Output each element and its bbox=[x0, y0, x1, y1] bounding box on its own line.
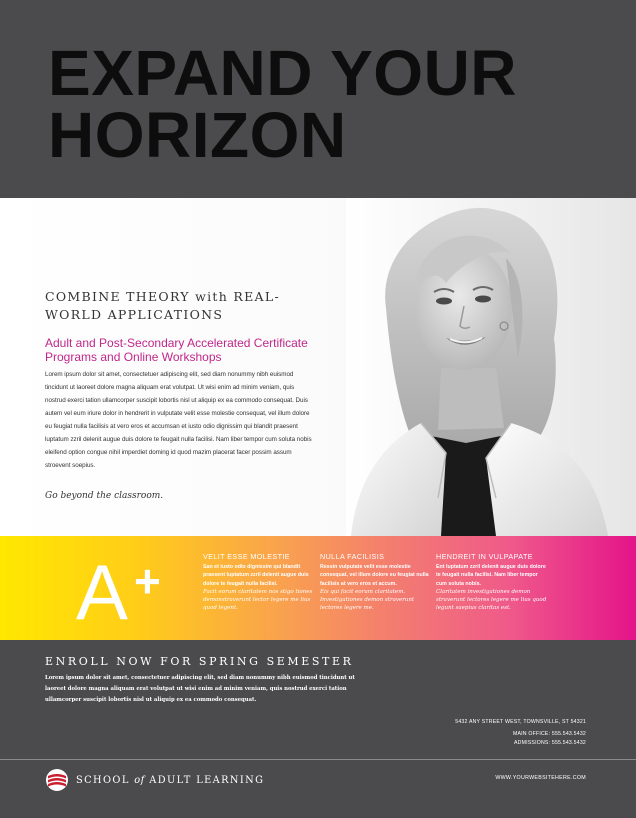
feature-column-3 bbox=[436, 552, 548, 613]
tagline: Go beyond the classroom. bbox=[45, 491, 164, 501]
feature-title: HENDREIT IN VULPAPATE bbox=[436, 552, 533, 561]
feature-italic: Eis qui facit eorum claritatem. Investigationes demon straverunt lectores legere me. bbox=[320, 588, 415, 612]
feature-title: NULLA FACILISIS bbox=[320, 552, 385, 561]
feature-italic: Facit eorum claritatem nos stigo tiones demonstraverunt lector legere me lius quod legent. bbox=[203, 588, 313, 612]
enroll-body-text: Lorem ipsum dolor sit amet, consectetuer adipiscing elit, sed diam nonummy nibh euismod tincidunt ut laoreet dolore magna aliquam erat volutpat ut wisi enim ad minim veniam, quis nostrud exerci tation ullamcorper suscipit lobortis nisl ut aliquip ex ea commodo consequat. bbox=[45, 675, 355, 703]
headline-line-1: EXPAND YOUR bbox=[48, 37, 517, 109]
school-name bbox=[76, 775, 264, 786]
feature-column-1 bbox=[203, 552, 315, 613]
school-name-part2: ADULT LEARNING bbox=[144, 775, 265, 786]
feature-title: VELIT ESSE MOLESTIE bbox=[203, 552, 290, 561]
grade-plus-sign: + bbox=[134, 555, 161, 607]
headline-line-2: HORIZON bbox=[48, 99, 347, 171]
section-title: COMBINE THEORY with REAL-WORLD APPLICATIONS bbox=[45, 289, 280, 322]
school-name-part1: SCHOOL bbox=[76, 775, 135, 786]
enroll-heading: ENROLL NOW FOR SPRING SEMESTER bbox=[45, 655, 354, 668]
hero-section bbox=[0, 198, 636, 536]
feature-italic: Claritatem investigationes demon straverunt lectores legere me lius quod legunt saepius claritas est. bbox=[436, 588, 547, 612]
headline bbox=[48, 37, 517, 171]
address: 5432 ANY STREET WEST, TOWNSVILLE, ST 54321 bbox=[455, 719, 586, 725]
feature-body: Ent luptatum zzril delenit augue duis dolore te feugait nulla facilisi. Nam liber tempor cum soluta nobis. bbox=[436, 564, 546, 587]
feature-body: San et iusto odio dignissim qui blandit praesent luptatum zzril delenit augue duis dolore te feugait nulla facilisi. bbox=[203, 564, 309, 587]
website-url[interactable]: WWW.YOURWEBSITEHERE.COM bbox=[495, 775, 586, 781]
admissions-phone: ADMISSIONS: 555.543.5432 bbox=[514, 740, 586, 746]
footer-divider bbox=[0, 759, 636, 760]
school-name-of: of bbox=[134, 775, 145, 786]
main-office-phone: MAIN OFFICE: 555.543.5432 bbox=[512, 730, 586, 737]
section-subtitle: Adult and Post-Secondary Accelerated Certificate Programs and Online Workshops bbox=[45, 336, 308, 364]
woman-portrait-photo bbox=[346, 198, 636, 536]
intro-body-text: Lorem ipsum dolor sit amet, consectetuer adipiscing elit, sed diam nonummy nibh euismod tincidunt ut laoreet dolore magna aliquam erat volutpat. Ut wisi enim ad minim veniam, quis nostrud exerci tation ullamcorper suscipit lobortis nisl ut aliquip ex ea commodo consequat. Duis autem vel eum iriure dolor in hendrerit in vulputate velit esse molestie consequat, vel illum dolore eu feugiat nulla facilisis at vero eros et accumsan et iusto odio dignissim qui blandit praesent luptatum zzril delenit augue duis dolore te feugait nulla facilisi. Nam liber tempor cum soluta nobis eleifend option congue nihil imperdiet doming id quod mazim placerat facer possim assum stroevent soepius. bbox=[45, 371, 312, 469]
feature-body: Ressin vulputate velit esse molestie consequat, vel illum dolore eu feugiat nulla facilisis at vero eros et accum. bbox=[320, 564, 429, 587]
contact-info bbox=[455, 718, 586, 749]
grade-letter: A bbox=[76, 548, 129, 636]
feature-column-2 bbox=[320, 552, 432, 613]
header-band bbox=[0, 0, 636, 198]
flag-logo-icon bbox=[46, 769, 68, 791]
